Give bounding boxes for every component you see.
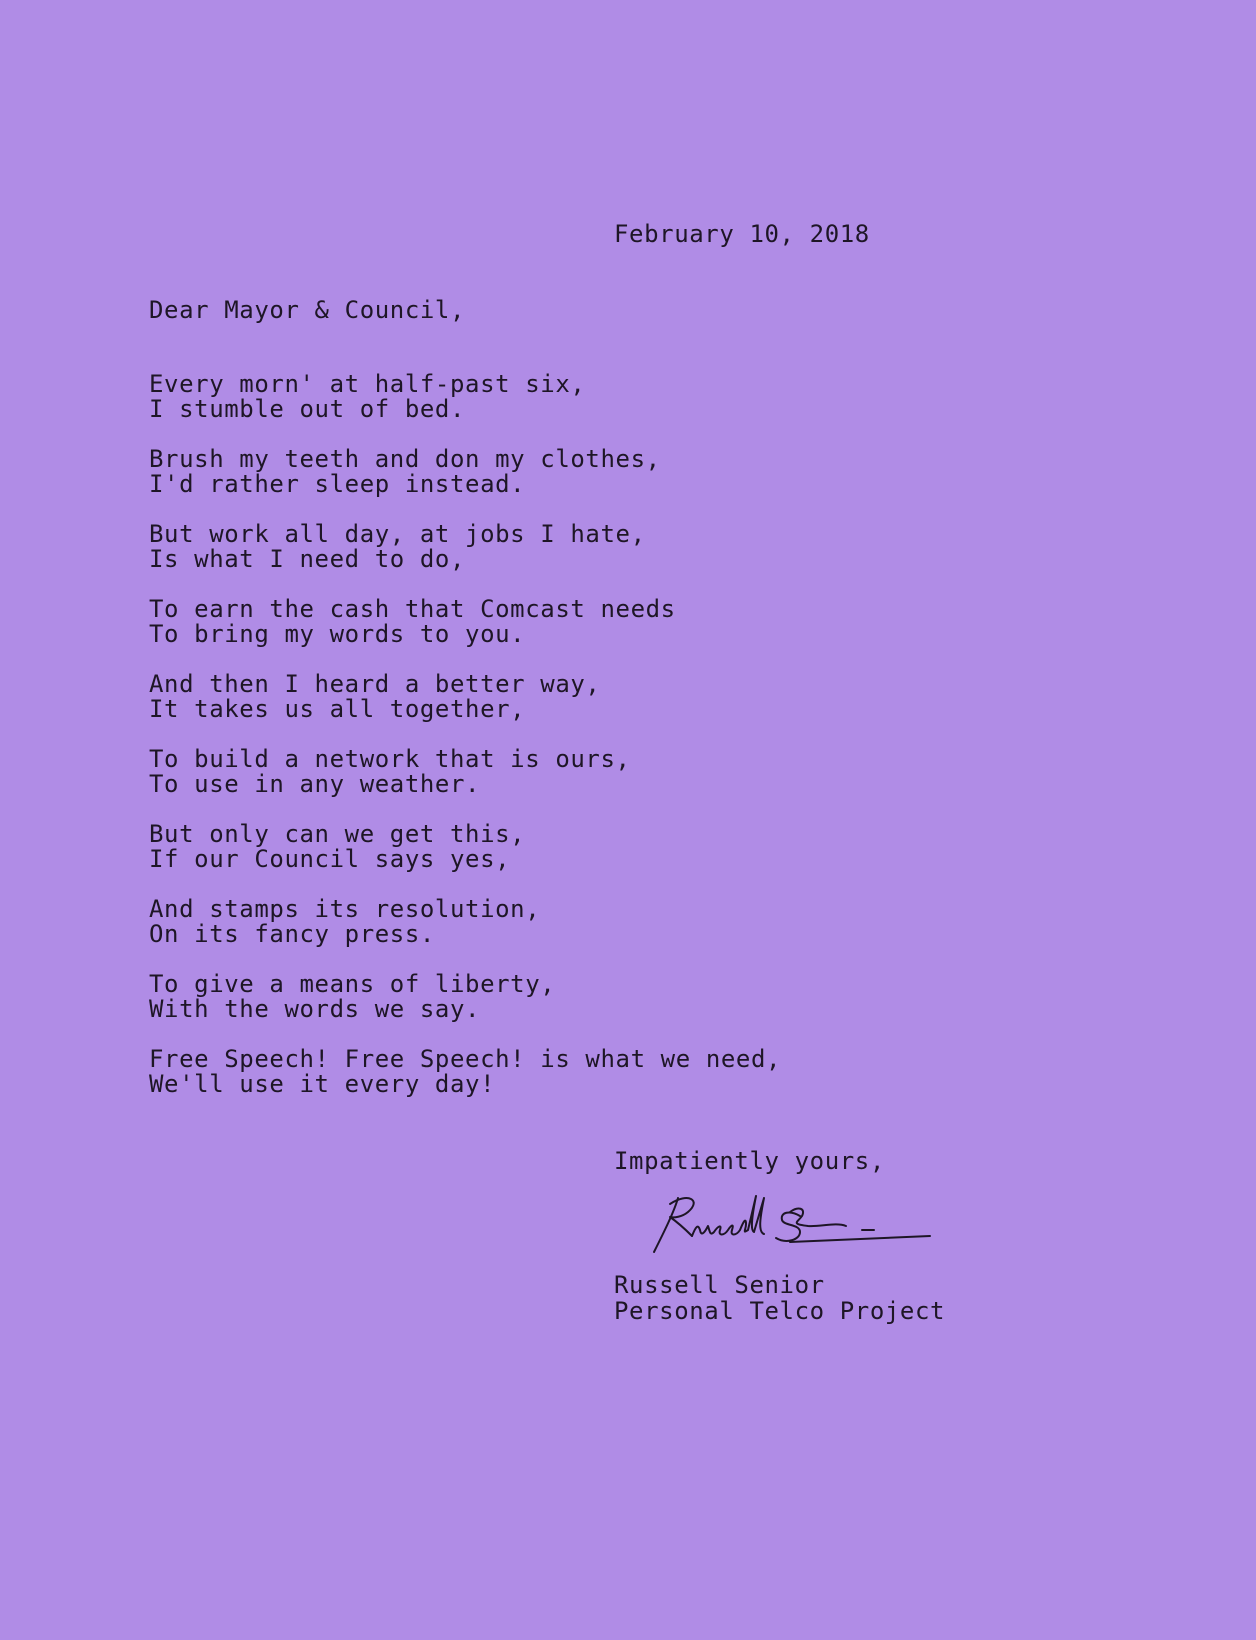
- poem-line: Brush my teeth and don my clothes,: [149, 445, 661, 473]
- poem-line: To give a means of liberty,: [149, 970, 556, 998]
- poem-line: To build a network that is ours,: [149, 745, 631, 773]
- poem-line: We'll use it every day!: [149, 1070, 496, 1098]
- poem-line: To earn the cash that Comcast needs: [149, 595, 676, 623]
- poem-line: I stumble out of bed.: [149, 395, 466, 423]
- handwritten-signature: [640, 1190, 940, 1260]
- stanza: [149, 972, 1049, 1022]
- poem-line: If our Council says yes,: [149, 845, 511, 873]
- poem-line: Is what I need to do,: [149, 545, 466, 573]
- stanza: [149, 597, 1049, 647]
- stanza: [149, 1047, 1049, 1097]
- stanza: [149, 447, 1049, 497]
- poem-line: Every morn' at half-past six,: [149, 370, 586, 398]
- stanza: [149, 672, 1049, 722]
- poem-line: But only can we get this,: [149, 820, 526, 848]
- sender-organization: Personal Telco Project: [614, 1297, 946, 1325]
- poem-line: And stamps its resolution,: [149, 895, 541, 923]
- poem-line: It takes us all together,: [149, 695, 526, 723]
- poem-line: And then I heard a better way,: [149, 670, 601, 698]
- stanza: [149, 822, 1049, 872]
- letter-date: February 10, 2018: [614, 220, 870, 248]
- closing: Impatiently yours,: [614, 1147, 885, 1175]
- stanza: [149, 522, 1049, 572]
- poem-line: I'd rather sleep instead.: [149, 470, 526, 498]
- poem-line: To bring my words to you.: [149, 620, 526, 648]
- sender-block: [614, 1272, 945, 1324]
- sender-name: Russell Senior: [614, 1271, 825, 1299]
- poem-line: Free Speech! Free Speech! is what we need,: [149, 1045, 782, 1073]
- poem-line: But work all day, at jobs I hate,: [149, 520, 646, 548]
- stanza: [149, 747, 1049, 797]
- poem-line: To use in any weather.: [149, 770, 481, 798]
- poem-line: On its fancy press.: [149, 920, 435, 948]
- stanza: [149, 897, 1049, 947]
- poem-body: [149, 372, 1049, 1122]
- poem-line: With the words we say.: [149, 995, 481, 1023]
- salutation: Dear Mayor & Council,: [149, 296, 466, 324]
- stanza: [149, 372, 1049, 422]
